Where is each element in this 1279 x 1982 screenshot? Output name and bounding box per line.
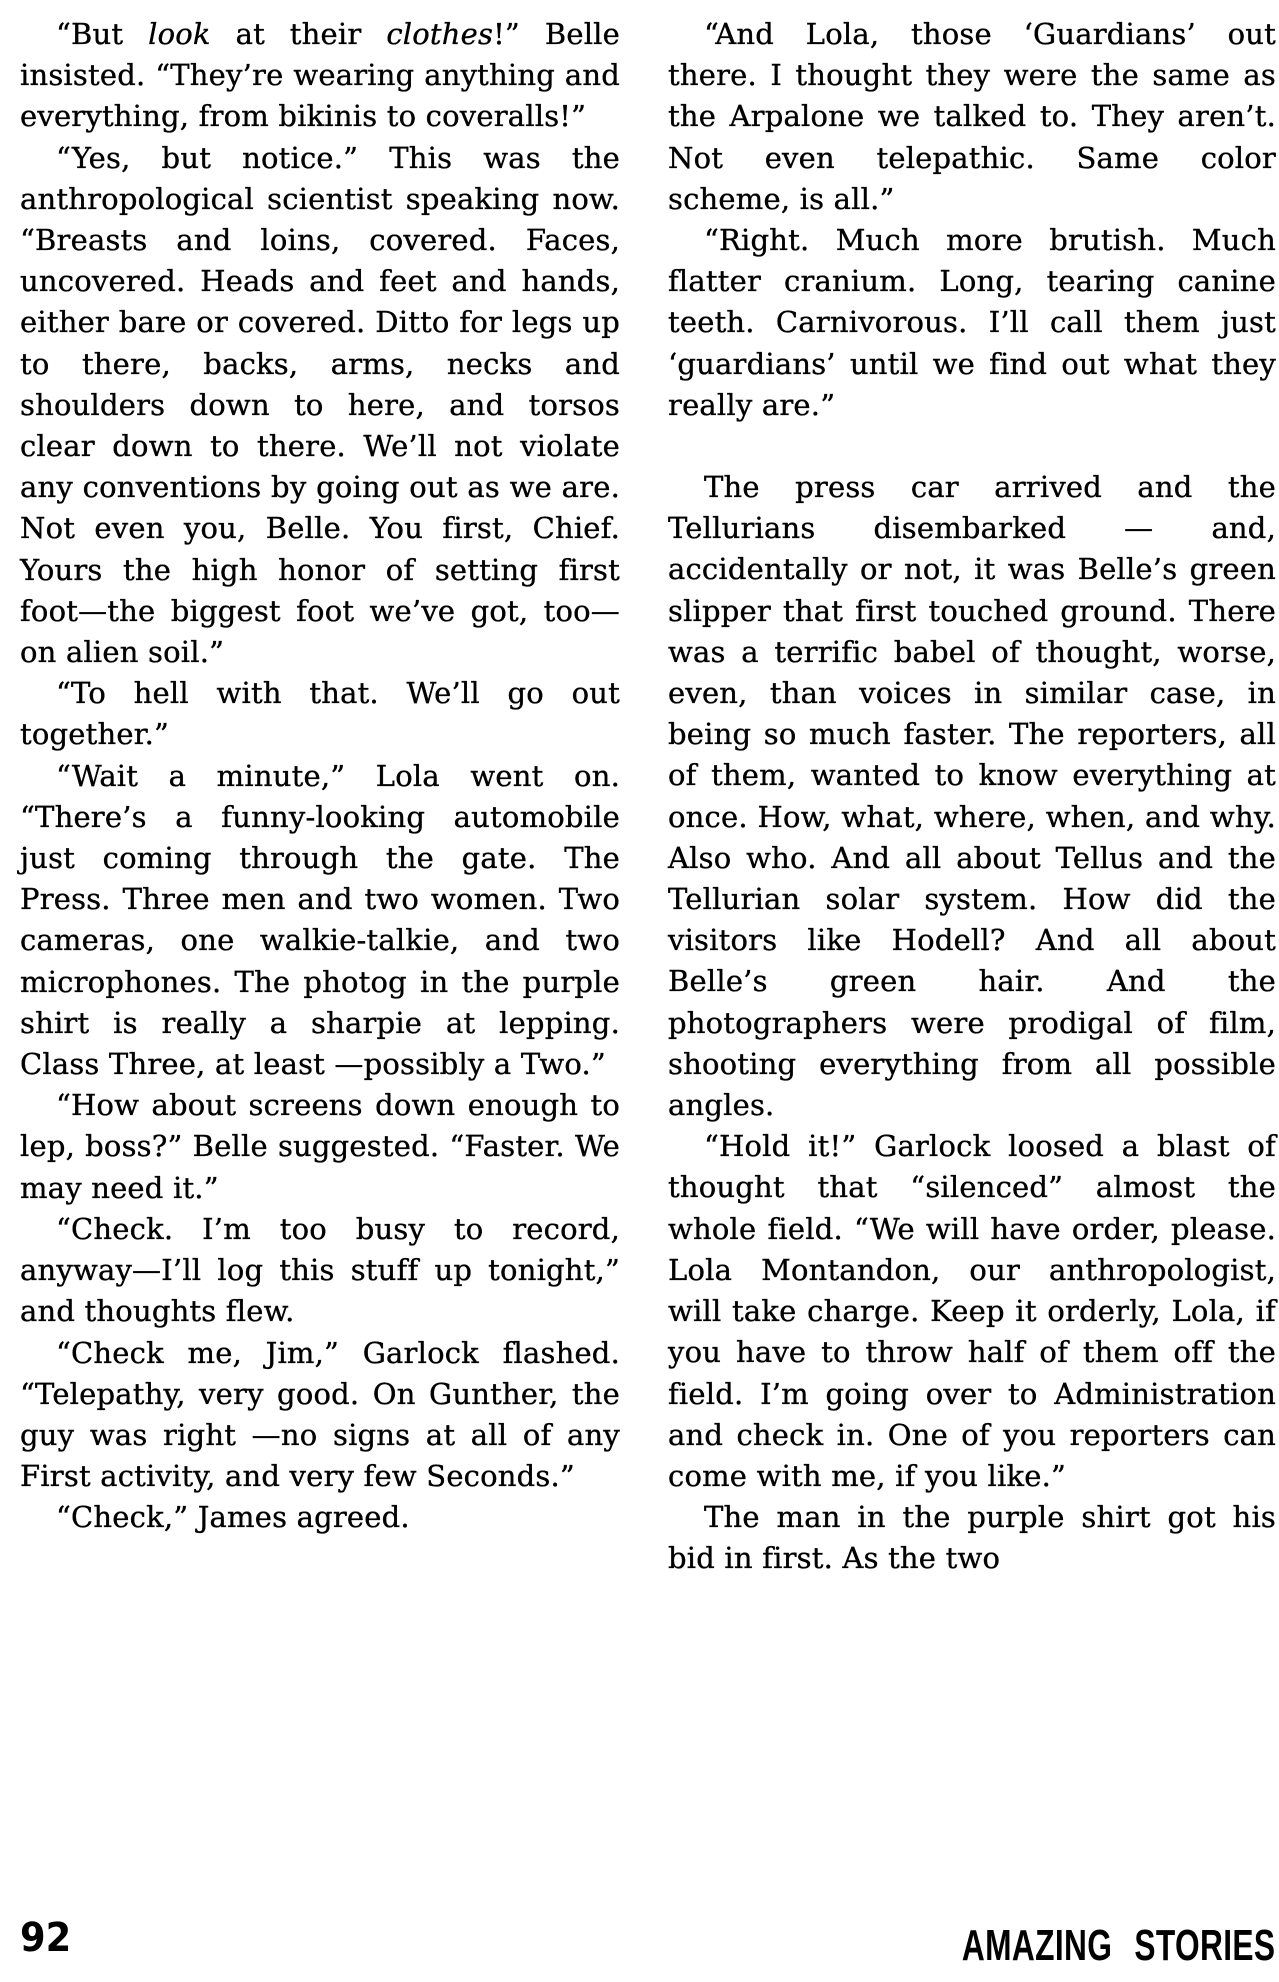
column-right <box>668 14 1276 1580</box>
paragraph-left-1-seg-5: !” Belle insisted. “They’re wearing anything and everything, from bikinis to coveralls!” <box>20 17 621 134</box>
paragraph-left-1-seg-1: “But <box>56 17 149 51</box>
paragraph-left-1-italic-clothes: clothes <box>386 17 494 51</box>
paragraph-left-8: “Check,” James agreed. <box>56 1500 410 1535</box>
column-left <box>20 14 620 1539</box>
scene-break-spacer <box>668 426 1276 467</box>
paragraph-left-2: “Yes, but notice.” This was the anthropological scientist speaking now. “Breasts and loins, covered. Faces, uncovered. Heads and feet and hands, either bare or covered. Ditto for legs up to there, backs, arms, necks and shoulders down to here, and torsos clear down to there. We’ll not violate any conventions by going out as we are. Not even you, Belle. You first, Chief. Yours the high honor of setting first foot—the biggest foot we’ve got, too—on alien soil.” <box>20 140 620 670</box>
paragraph-left-4: “Wait a minute,” Lola went on. “There’s a funny-looking automobile just coming through the gate. The Press. Three men and two women. Two cameras, one walkie-talkie, and two microphones. The photog in the purple shirt is really a sharpie at lepping. Class Three, at least —possibly a Two.” <box>20 758 620 1082</box>
paragraph-left-6: “Check. I’m too busy to record, anyway—I’ll log this stuff up tonight,” and thoughts flew. <box>20 1211 620 1329</box>
paragraph-right-5: The man in the purple shirt got his bid in first. As the two <box>668 1500 1276 1576</box>
page-number: 92 <box>20 1915 72 1961</box>
paragraph-left-5: “How about screens down enough to lep, boss?” Belle suggested. “Faster. We may need it.” <box>20 1088 620 1205</box>
paragraph-left-1 <box>20 14 620 138</box>
paragraph-right-3: The press car arrived and the Tellurians disembarked — and, accidentally or not, it was Belle’s green slipper that first touched ground. There was a terrific babel of thought, worse, even, than voices in similar case, in being so much faster. The reporters, all of them, wanted to know everything at once. How, what, where, when, and why. Also who. And all about Tellus and the Tellurian solar system. How did the visitors like Hodell? And all about Belle’s green hair. And the photographers were prodigal of film, shooting everything from all possible angles. <box>668 470 1276 1123</box>
paragraph-right-2: “Right. Much more brutish. Much flatter cranium. Long, tearing canine teeth. Carnivorous. I’ll call them just ‘guardians’ until we find out what they really are.” <box>668 223 1276 422</box>
paragraph-right-1: “And Lola, those ‘Guardians’ out there. I thought they were the same as the Arpalone we talked to. They aren’t. Not even telepathic. Same color scheme, is all.” <box>668 17 1276 216</box>
paragraph-left-1-seg-3: at their <box>210 17 387 51</box>
paragraph-left-3: “To hell with that. We’ll go out together.” <box>20 676 620 752</box>
magazine-title: AMAZING STORIES <box>961 1921 1275 1970</box>
paragraph-left-7: “Check me, Jim,” Garlock flashed. “Telepathy, very good. On Gunther, the guy was right —no signs at all of any First activity, and very few Seconds.” <box>20 1335 620 1494</box>
paragraph-right-4: “Hold it!” Garlock loosed a blast of thought that “silenced” almost the whole field. “We will have order, please. Lola Montandon, our anthropologist, will take charge. Keep it orderly, Lola, if you have to throw half of them off the field. I’m going over to Administration and check in. One of you reporters can come with me, if you like.” <box>668 1129 1276 1493</box>
paragraph-left-1-italic-look: look <box>148 17 211 51</box>
